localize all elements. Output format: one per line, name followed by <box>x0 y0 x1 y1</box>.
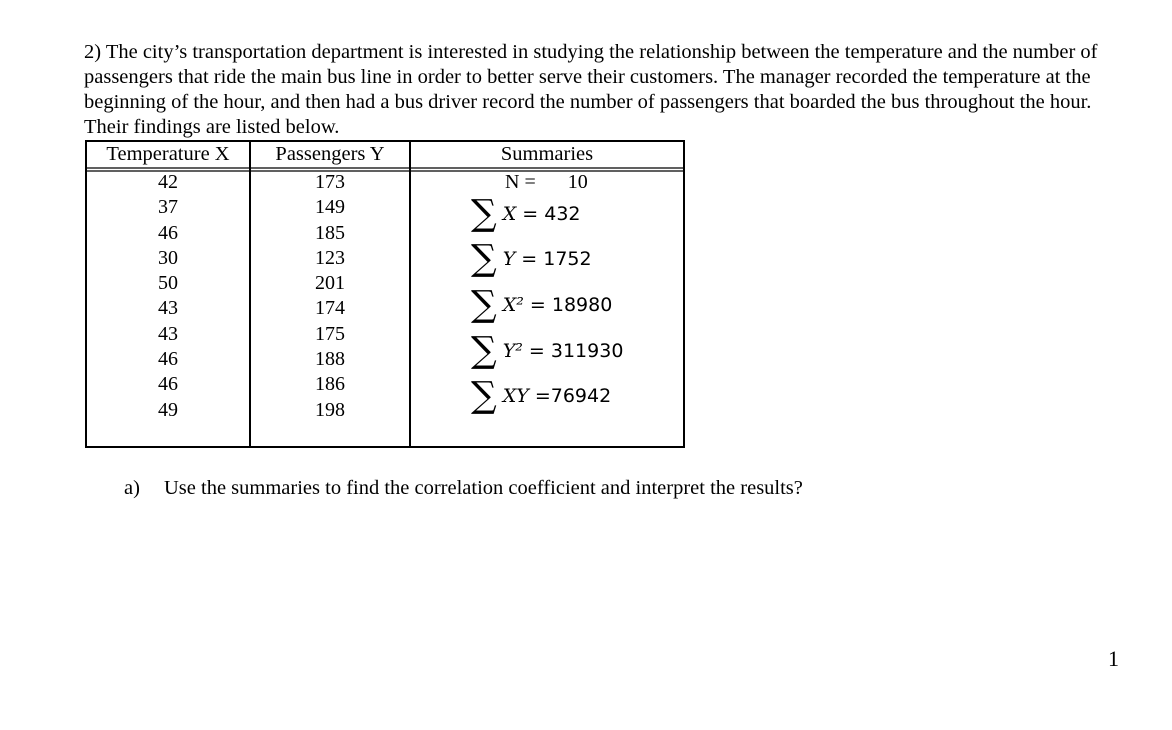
sum-y2-var: Y² <box>502 340 523 362</box>
sigma-icon: ∑ <box>471 330 497 371</box>
sum-x2-var: X² <box>502 294 524 316</box>
temperature-cell: 37 <box>158 196 178 219</box>
sigma-icon: ∑ <box>471 238 497 279</box>
sum-x-var: X <box>502 203 517 225</box>
header-summaries: Summaries <box>500 143 594 165</box>
header-passengers: Passengers Y <box>275 143 385 165</box>
sigma-icon: ∑ <box>471 193 497 234</box>
temperature-cell: 43 <box>158 322 178 345</box>
temperature-column <box>87 170 249 423</box>
sum-y2-value: = 311930 <box>528 340 624 362</box>
data-table <box>85 140 685 448</box>
passengers-cell: 185 <box>315 221 345 244</box>
temperature-cell: 49 <box>158 398 178 421</box>
passengers-cell: 201 <box>315 272 345 295</box>
sigma-icon: ∑ <box>471 375 497 416</box>
temperature-cell: 50 <box>158 272 178 295</box>
question-label: a) <box>124 477 140 499</box>
summary-sum-y2 <box>471 330 624 371</box>
summary-sum-y <box>471 238 592 279</box>
temperature-cell: 42 <box>158 171 178 193</box>
sum-y-value: = 1752 <box>521 248 592 270</box>
passengers-cell: 174 <box>315 297 345 320</box>
temperature-cell: 46 <box>158 373 178 396</box>
summary-sum-x2 <box>471 284 613 325</box>
question-a <box>124 476 803 501</box>
passengers-cell: 149 <box>315 196 345 219</box>
sum-y-var: Y <box>502 248 516 270</box>
passengers-cell: 123 <box>315 246 345 269</box>
sum-xy-var: XY <box>502 385 529 407</box>
temperature-cell: 43 <box>158 297 178 320</box>
temperature-cell: 30 <box>158 246 178 269</box>
passengers-cell: 186 <box>315 373 345 396</box>
temperature-cell: 46 <box>158 348 178 371</box>
passengers-column <box>251 170 409 423</box>
sum-x2-value: = 18980 <box>529 294 613 316</box>
question-text: Use the summaries to find the correlation coefficient and interpret the results? <box>164 477 803 499</box>
sum-xy-value: =76942 <box>534 385 612 407</box>
summary-n-label: N = <box>505 171 536 193</box>
sum-x-value: = 432 <box>522 203 581 225</box>
passengers-cell: 198 <box>315 398 345 421</box>
summary-sum-xy <box>471 375 612 416</box>
temperature-cell: 46 <box>158 221 178 244</box>
header-temperature: Temperature X <box>106 143 230 165</box>
summary-n <box>505 170 588 195</box>
summary-n-value: 10 <box>567 171 588 193</box>
summary-sum-x <box>471 193 581 234</box>
passengers-cell: 175 <box>315 322 345 345</box>
passengers-cell: 188 <box>315 348 345 371</box>
sigma-icon: ∑ <box>471 284 497 325</box>
problem-statement: 2) The city’s transportation department is interested in studying the relationship between the temperature and the number of passengers that ride the main bus line in order to better serve their customers. The manager recorded the temperature at the beginning of the hour, and then had a bus driver record the number of passengers that boarded the bus throughout the hour. Their findings are listed below. <box>84 41 1098 138</box>
passengers-cell: 173 <box>315 171 345 193</box>
page-number: 1 <box>1108 646 1119 671</box>
